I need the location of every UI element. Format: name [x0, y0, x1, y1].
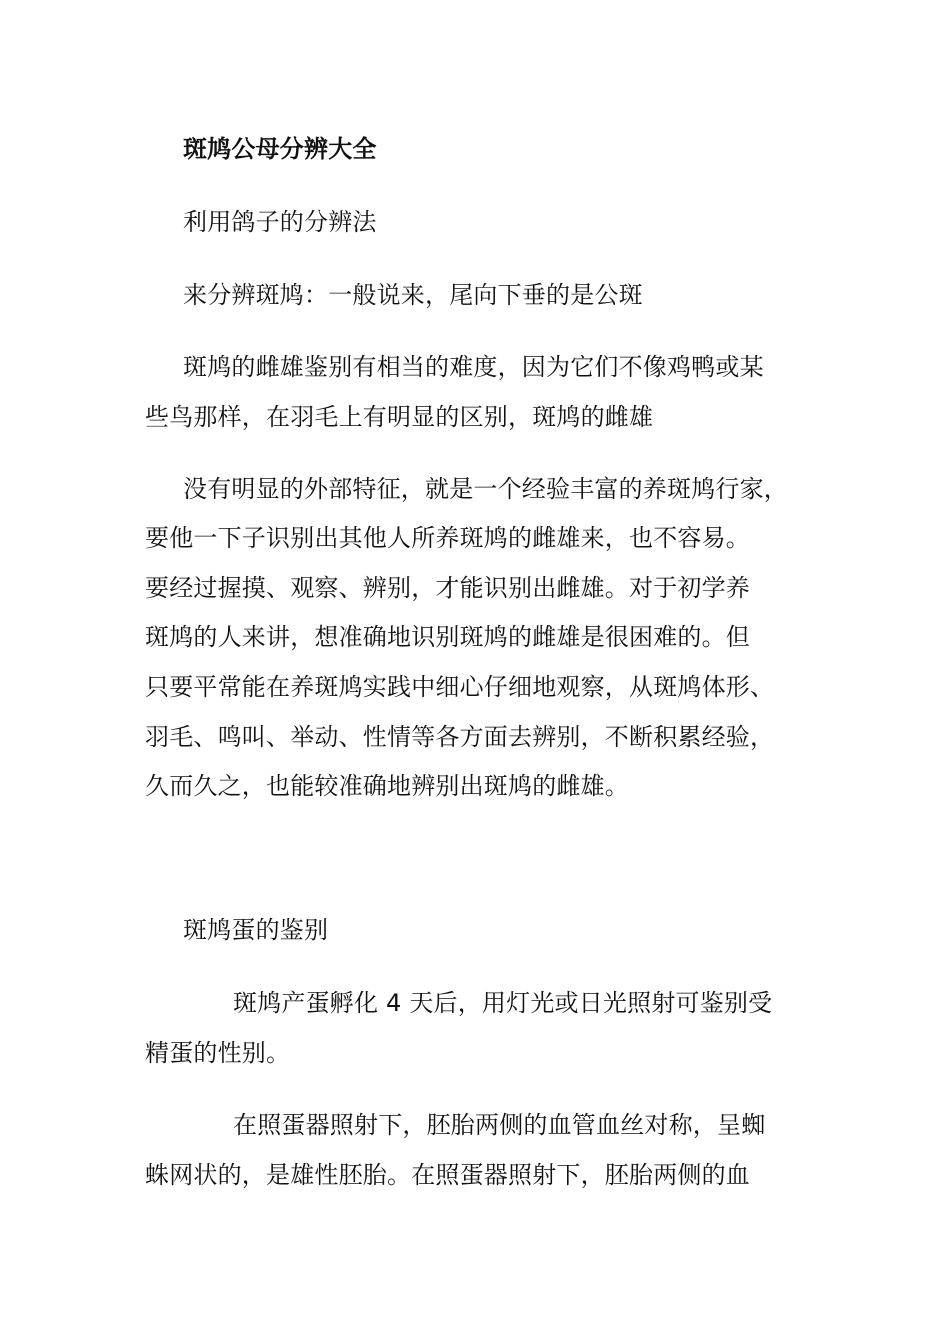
paragraph-2-line-2: 要他一下子识别出其他人所养斑鸠的雌雄来，也不容易。	[145, 524, 750, 552]
paragraph-3-line-2: 精蛋的性别。	[145, 1039, 291, 1067]
paragraph-2-line-3: 要经过握摸、观察、辨别，才能识别出雌雄。对于初学养	[145, 574, 750, 602]
document-title: 斑鸠公母分辨大全	[183, 135, 377, 163]
paragraph-2-line-7: 久而久之，也能较准确地辨别出斑鸠的雌雄。	[145, 772, 629, 800]
paragraph-1-line-1: 斑鸠的雌雄鉴别有相当的难度，因为它们不像鸡鸭或某	[183, 353, 764, 381]
paragraph-2-line-1: 没有明显的外部特征，就是一个经验丰富的养斑鸠行家，	[183, 475, 788, 503]
paragraph-1-line-2: 些鸟那样，在羽毛上有明显的区别，斑鸠的雌雄	[145, 403, 654, 431]
paragraph-2-line-6: 羽毛、鸣叫、举动、性情等各方面去辨别，不断积累经验，	[145, 723, 775, 751]
paragraph-4-line-2: 蛛网状的，是雄性胚胎。在照蛋器照射下，胚胎两侧的血	[145, 1161, 750, 1189]
subtitle: 利用鸽子的分辨法	[183, 208, 377, 236]
paragraph-4-line-1: 在照蛋器照射下，胚胎两侧的血管血丝对称，呈蜘	[233, 1111, 766, 1139]
paragraph-2-line-5: 只要平常能在养斑鸠实践中细心仔细地观察，从斑鸠体形、	[145, 673, 775, 701]
section-2-heading: 斑鸠蛋的鉴别	[183, 916, 329, 944]
paragraph-3-line-1: 斑鸠产蛋孵化 4 天后，用灯光或日光照射可鉴别受	[233, 989, 773, 1017]
paragraph-2-line-4: 斑鸠的人来讲，想准确地识别斑鸠的雌雄是很困难的。但	[145, 623, 750, 651]
intro-line: 来分辨斑鸠：一般说来，尾向下垂的是公斑	[183, 281, 643, 309]
